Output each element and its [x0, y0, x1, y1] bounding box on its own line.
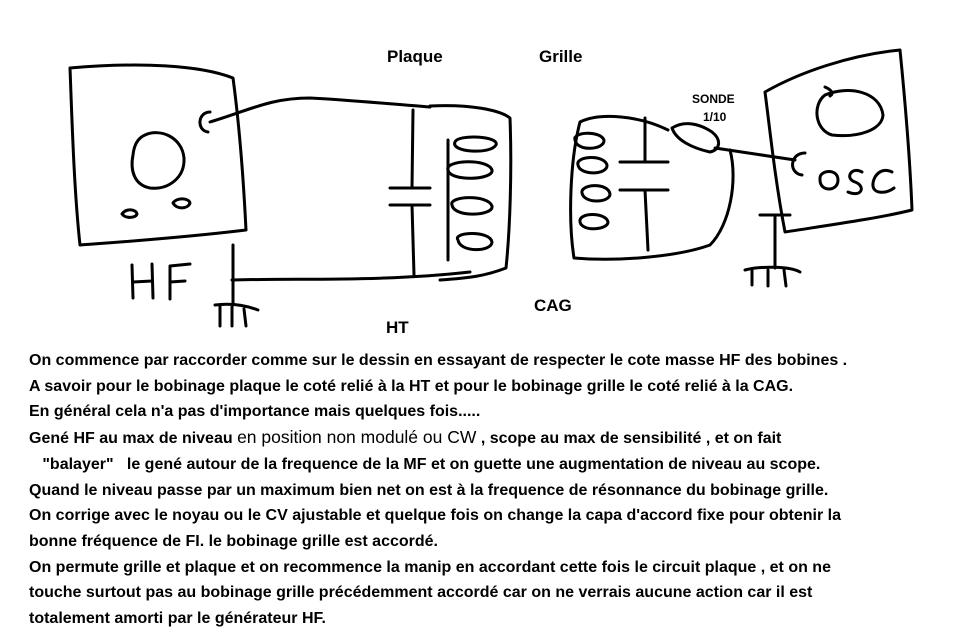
grille-coil — [575, 133, 610, 229]
hf-letter-f — [170, 264, 190, 299]
label-sonde: SONDE — [692, 92, 735, 106]
oscilloscope-screen — [817, 91, 883, 136]
osc-input-jack — [793, 153, 805, 175]
label-hf — [127, 260, 128, 261]
oscilloscope-box — [765, 50, 912, 232]
text-line-4: Gené HF au max de niveau en position non modulé ou CW , scope au max de sensibilité , et on fait — [29, 427, 782, 448]
osc-letters — [820, 170, 894, 193]
text-line-3: En général cela n'a pas d'importance mais quelques fois..... — [29, 403, 481, 421]
label-ht: HT — [386, 318, 409, 337]
hf-generator-knob-2 — [173, 199, 190, 208]
plate-coil — [448, 137, 497, 250]
plate-coil-can — [430, 106, 511, 280]
hf-output-jack — [200, 112, 210, 132]
text-line-9: On permute grille et plaque et on recommence la manip en accordant cette fois le circuit plaque , et on ne — [29, 558, 831, 576]
label-sonde-ratio: 1/10 — [703, 110, 727, 124]
text-line-8: bonne fréquence de FI. le bobinage grille est accordé. — [29, 532, 438, 550]
grille-capacitor — [620, 118, 668, 250]
hf-letter-h — [132, 264, 153, 298]
text-line-2: A savoir pour le bobinage plaque le coté relié à la HT et pour le bobinage grille le coté relié à la CAG. — [29, 377, 794, 395]
hf-generator-box — [70, 65, 246, 245]
label-grille: Grille — [539, 47, 583, 66]
instructions-text — [29, 348, 964, 632]
label-cag: CAG — [534, 296, 572, 315]
text-line-10: touche surtout pas au bobinage grille précédemment accordé car on ne verrais aucune action car il est — [29, 584, 813, 602]
text-line-5: "balayer" le gené autour de la frequence de la MF et on guette une augmentation de niveau au scope. — [29, 455, 821, 473]
label-osc — [818, 166, 820, 167]
label-plaque: Plaque — [387, 47, 443, 66]
probe-body — [672, 124, 719, 152]
hf-generator-knob-1 — [122, 210, 137, 218]
text-line-7: On corrige avec le noyau ou le CV ajustable et quelque fois on change la capa d'accord fixe pour obtenir la — [29, 507, 842, 525]
plate-capacitor — [390, 110, 430, 275]
text-line-6: Quand le niveau passe par un maximum bien net on est à la frequence de résonnance du bobinage grille. — [29, 481, 829, 499]
text-line-11: totalement amorti par le générateur HF. — [29, 610, 326, 628]
hf-generator-dial — [132, 133, 184, 189]
grille-coil-can — [571, 116, 733, 259]
text-line-1: On commence par raccorder comme sur le dessin en essayant de respecter le cote masse HF des bobines . — [29, 352, 848, 369]
